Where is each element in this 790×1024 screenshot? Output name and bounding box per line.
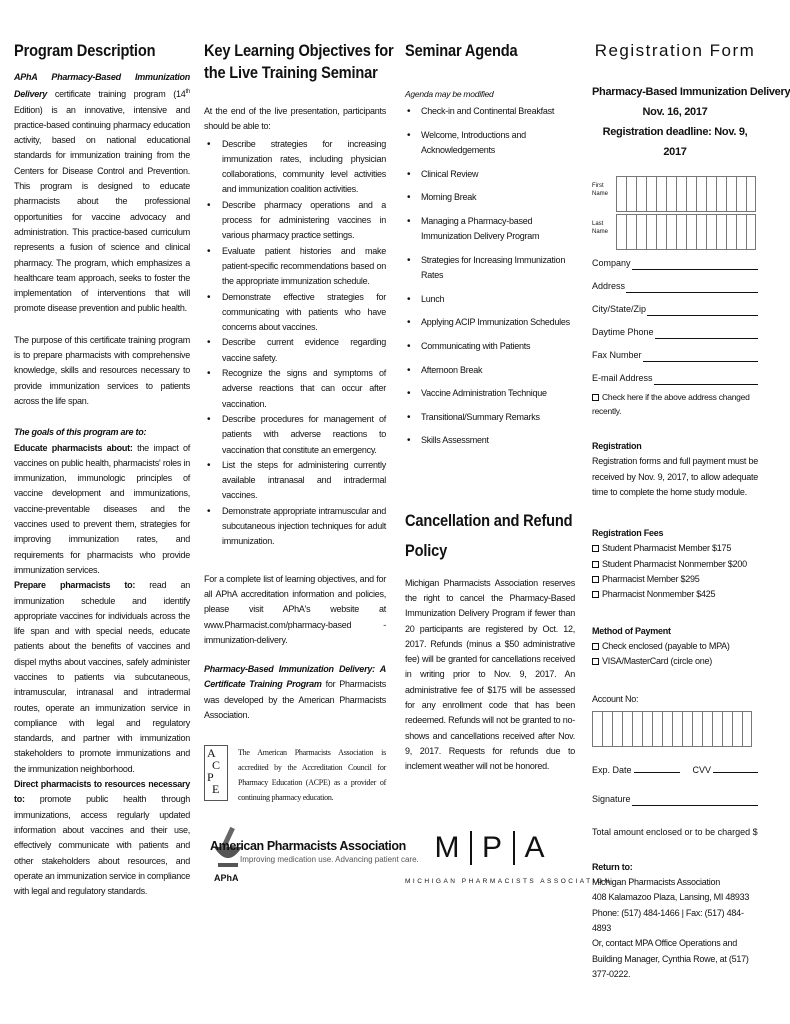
char-box[interactable] — [626, 214, 636, 250]
intro-text-1: certificate training program (14 — [54, 89, 186, 100]
char-box[interactable] — [682, 711, 692, 747]
char-box[interactable] — [686, 214, 696, 250]
char-box[interactable] — [712, 711, 722, 747]
return-line: Phone: (517) 484-1466 | Fax: (517) 484-4893 — [592, 907, 744, 934]
contact-field-label: City/State/Zip — [592, 304, 647, 314]
checkbox-icon[interactable] — [592, 643, 599, 650]
goal-educate-text: the impact of vaccines on public health, pharmacists' roles in immunization, immunologic principles of vaccine development and immunizations, vaccine-preventable diseases and the vaccines used to prevent them, strategies for improving immunization rates, and requirements for pharmacists who provide immunization services. — [14, 442, 190, 575]
objectives-intro: At the end of the live presentation, participants should be able to: — [204, 106, 386, 132]
char-box[interactable] — [622, 711, 632, 747]
agenda-item: • Welcome, Introductions and Acknowledgements — [405, 128, 575, 159]
program-description-title: Program Description — [14, 41, 156, 60]
goal-direct-text: promote public health through immunizations, access regularly updated information about vaccines and their use, effectively communicate with patients and other stakeholders about resources, and operate an immunization service in compliance with legal and regulatory standards. — [14, 794, 190, 897]
char-box[interactable] — [612, 711, 622, 747]
exp-date-label: Exp. Date — [592, 764, 632, 775]
goal-prepare — [14, 578, 190, 777]
signature-field[interactable] — [632, 805, 758, 806]
exp-cvv-row — [592, 759, 758, 782]
agenda-note: Agenda may be modified — [405, 89, 494, 99]
intro-sup: th — [185, 89, 190, 96]
contact-field-row — [592, 344, 758, 367]
char-box[interactable] — [716, 176, 726, 212]
contact-field-row — [592, 298, 758, 321]
goal-direct — [14, 777, 190, 899]
char-box[interactable] — [592, 711, 602, 747]
char-box[interactable] — [676, 176, 686, 212]
account-label: Account No: — [592, 693, 639, 704]
char-box[interactable] — [636, 176, 646, 212]
first-name-boxes[interactable] — [616, 176, 758, 212]
contact-field-input[interactable] — [655, 338, 758, 339]
acpe-letter-c: C — [212, 758, 221, 773]
goal-educate-lead: Educate pharmacists about: — [14, 442, 133, 453]
registration-text: Registration forms and full payment must be received by Nov. 9, 2017, to allow adequate time to complete the home study module. — [592, 456, 758, 497]
apha-abbr: APhA — [214, 873, 239, 884]
contact-field-input[interactable] — [626, 292, 758, 293]
checkbox-icon[interactable] — [592, 576, 599, 583]
char-box[interactable] — [732, 711, 742, 747]
learning-objectives-column — [204, 40, 419, 897]
payment-heading: Method of Payment — [592, 625, 671, 636]
contact-fields — [592, 252, 758, 390]
objective-item: • Evaluate patient histories and make patient-specific recommendations based on the appropriate immunization schedule. — [204, 244, 386, 290]
last-name-boxes[interactable] — [616, 214, 758, 250]
total-label: Total amount enclosed or to be charged $ — [592, 826, 758, 837]
char-box[interactable] — [726, 176, 736, 212]
checkbox-icon[interactable] — [592, 394, 599, 401]
char-box[interactable] — [736, 176, 746, 212]
objectives-title-line2: the Live Training Seminar — [204, 63, 378, 82]
agenda-list — [405, 104, 575, 448]
mpa-divider — [513, 831, 515, 865]
agenda-item: • Transitional/Summary Remarks — [405, 410, 575, 425]
agenda-item: • Lunch — [405, 292, 575, 307]
program-purpose: The purpose of this certificate training program is to prepare pharmacists with comprehensive knowledge, skills and resources necessary to provide immunization services to patients across the life span. — [14, 334, 190, 406]
agenda-item: • Applying ACIP Immunization Schedules — [405, 315, 575, 330]
objectives-title-line1: Key Learning Objectives for — [204, 41, 394, 60]
event-date: Nov. 16, 2017 — [642, 106, 708, 118]
contact-field-input[interactable] — [647, 315, 758, 316]
char-box[interactable] — [642, 711, 652, 747]
char-box[interactable] — [662, 711, 672, 747]
fees-list — [592, 541, 758, 602]
registration-heading: Registration — [592, 441, 642, 451]
char-box[interactable] — [602, 711, 612, 747]
first-name-field[interactable] — [592, 176, 758, 212]
contact-field-input[interactable] — [654, 384, 758, 385]
event-info — [592, 82, 790, 162]
char-box[interactable] — [646, 176, 656, 212]
char-box[interactable] — [616, 214, 626, 250]
contact-field-row — [592, 252, 758, 275]
acpe-block — [204, 745, 386, 805]
checkbox-icon[interactable] — [592, 561, 599, 568]
developed-text: for Pharmacists was developed by the American Pharmacists Association. — [204, 679, 386, 720]
contact-field-row — [592, 275, 758, 298]
last-name-field[interactable] — [592, 214, 758, 250]
acpe-letter-e: E — [212, 782, 220, 797]
char-box[interactable] — [656, 214, 666, 250]
goal-prepare-lead: Prepare pharmacists to: — [14, 580, 136, 591]
return-line: Or, contact MPA Office Operations and Building Manager, Cynthia Rowe, at (517) 377-0222. — [592, 938, 749, 979]
fee-option[interactable] — [592, 541, 758, 556]
first-label-line1: First — [592, 183, 604, 189]
fee-option-label: Pharmacist Nonmember $425 — [602, 589, 716, 600]
char-box[interactable] — [746, 214, 756, 250]
objective-item: • Recognize the signs and symptoms of adverse reactions that can occur after vaccination. — [204, 366, 386, 412]
complete-list-note: For a complete list of learning objectives, and for all APhA accreditation information and policies, please visit APhA's website at www.Pharmacist.com/pharmacy-based -immunization-delivery. — [204, 573, 386, 645]
program-description-column — [14, 40, 190, 899]
last-label-line1: Last — [592, 221, 604, 227]
acpe-text: The American Pharmacists Association is accredited by the Accreditation Council for Pharmacy Education (ACPE) as a provider of continuing pharmacy education. — [238, 748, 386, 803]
char-box[interactable] — [706, 214, 716, 250]
cvv-field[interactable] — [713, 765, 758, 773]
fees-heading: Registration Fees — [592, 528, 664, 539]
fee-option[interactable] — [592, 587, 758, 602]
payment-option[interactable] — [592, 639, 758, 654]
mpa-divider — [470, 831, 472, 865]
contact-field-row — [592, 321, 758, 344]
contact-field-input[interactable] — [643, 361, 758, 362]
return-heading: Return to: — [592, 861, 633, 872]
acpe-letter-p: P — [207, 770, 214, 785]
agenda-item: • Check-in and Continental Breakfast — [405, 104, 575, 119]
contact-field-label: Daytime Phone — [592, 327, 654, 337]
return-line: Michigan Pharmacists Association — [592, 877, 721, 888]
fee-option[interactable] — [592, 572, 758, 587]
mpa-letter-a: A — [524, 831, 546, 865]
apha-name: American Pharmacists Association — [210, 839, 406, 854]
apha-tagline: Improving medication use. Advancing patient care. — [240, 855, 419, 865]
goal-direct-lead: Direct pharmacists to resources necessary to: — [14, 779, 190, 805]
goal-educate — [14, 441, 190, 579]
apha-logo — [204, 825, 419, 897]
char-box[interactable] — [666, 214, 676, 250]
char-box[interactable] — [652, 711, 662, 747]
char-box[interactable] — [696, 214, 706, 250]
checkbox-icon[interactable] — [592, 545, 599, 552]
agenda-item: • Clinical Review — [405, 167, 575, 182]
return-address — [592, 875, 758, 982]
contact-field-row — [592, 367, 758, 390]
fee-option-label: Student Pharmacist Nonmember $200 — [602, 558, 747, 569]
agenda-item: • Managing a Pharmacy-based Immunization Delivery Program — [405, 214, 575, 245]
total-row — [592, 821, 758, 844]
char-box[interactable] — [736, 214, 746, 250]
registration-deadline: Registration deadline: Nov. 9, 2017 — [602, 126, 748, 158]
fee-option-label: Student Pharmacist Member $175 — [602, 543, 732, 554]
char-box[interactable] — [746, 176, 756, 212]
mpa-letter-p: P — [481, 831, 503, 865]
agenda-item: • Strategies for Increasing Immunization Rates — [405, 253, 575, 284]
first-label-line2: Name — [592, 191, 609, 197]
agenda-item: • Afternoon Break — [405, 363, 575, 378]
char-box[interactable] — [692, 711, 702, 747]
mpa-name: MICHIGAN PHARMACISTS ASSOCIATION — [405, 878, 612, 886]
mpa-letters — [405, 830, 575, 866]
checkbox-icon[interactable] — [592, 658, 599, 665]
goals-heading: The goals of this program are to: — [14, 427, 147, 438]
cancellation-title-line1: Cancellation and Refund — [405, 510, 573, 530]
exp-date-field[interactable] — [634, 765, 681, 773]
payment-option-label: VISA/MasterCard (circle one) — [602, 656, 713, 667]
payment-option[interactable] — [592, 654, 758, 669]
fee-option-label: Pharmacist Member $295 — [602, 574, 700, 585]
contact-field-label: Address — [592, 281, 626, 291]
contact-field-input[interactable] — [632, 269, 758, 270]
char-box[interactable] — [726, 214, 736, 250]
char-box[interactable] — [656, 176, 666, 212]
char-box[interactable] — [706, 176, 716, 212]
acpe-logo — [204, 745, 228, 801]
return-line: 408 Kalamazoo Plaza, Lansing, MI 48933 — [592, 892, 750, 903]
char-box[interactable] — [666, 176, 676, 212]
char-box[interactable] — [696, 176, 706, 212]
payment-option-label: Check enclosed (payable to MPA) — [602, 640, 730, 651]
cvv-label: CVV — [692, 764, 711, 775]
cancellation-title-line2: Policy — [405, 540, 448, 560]
agenda-item: • Vaccine Administration Technique — [405, 386, 575, 401]
registration-form-title: Registration Form — [594, 41, 756, 60]
objective-item: • Describe current evidence regarding vaccine safety. — [204, 335, 386, 366]
cancellation-text: Michigan Pharmacists Association reserves the right to cancel the Pharmacy-Based Immunization Delivery Program if fewer than 20 participants are registered by Oct. 12, 2017. Refunds (minus a $50 administrative fee) will be granted for cancellations received in writing prior to Nov. 9, 2017. An administrative fee of $175 will be assessed for any enrollment code that has been redeemed. Refunds will not be granted to no-shows and cancellations received after Nov. 9, 2017. Requests for refunds due to inclement weather will not be honored. — [405, 577, 575, 772]
checkbox-icon[interactable] — [592, 591, 599, 598]
developed-by — [204, 662, 386, 723]
agenda-item: • Morning Break — [405, 190, 575, 205]
char-box[interactable] — [716, 214, 726, 250]
signature-label: Signature — [592, 793, 631, 804]
objective-item: • Demonstrate effective strategies for communicating with patients who have concerns about vaccines. — [204, 290, 386, 336]
objective-item: • Describe strategies for increasing immunization rates, including physician collaborations, community level activities and immunization coalition activities. — [204, 137, 386, 198]
char-box[interactable] — [702, 711, 712, 747]
agenda-item: • Skills Assessment — [405, 433, 575, 448]
objective-item: • Describe procedures for management of patients with adverse reactions to vaccination that constitute an emergency. — [204, 412, 386, 458]
last-name-label — [592, 220, 608, 236]
registration-form-column — [592, 40, 790, 982]
agenda-item: • Communicating with Patients — [405, 339, 575, 354]
objectives-list — [204, 137, 386, 550]
contact-field-label: E-mail Address — [592, 373, 653, 383]
char-box[interactable] — [632, 711, 642, 747]
last-label-line2: Name — [592, 229, 609, 235]
char-box[interactable] — [636, 214, 646, 250]
account-number-boxes[interactable] — [592, 711, 758, 747]
contact-field-label: Fax Number — [592, 350, 642, 360]
objective-item: • List the steps for administering currently available intranasal and intradermal vaccines. — [204, 458, 386, 504]
intro-lead: APhA Pharmacy-Based Immunization Delivery — [14, 72, 190, 100]
fee-option[interactable] — [592, 557, 758, 572]
char-box[interactable] — [672, 711, 682, 747]
signature-row — [592, 788, 758, 811]
char-box[interactable] — [646, 214, 656, 250]
mpa-letter-m: M — [434, 831, 461, 865]
goal-prepare-text: read an immunization schedule and identify appropriate vaccines for individuals across the life span and with special needs, educate patients about the benefits of vaccines and dispel myths about vaccines, safely administer vaccines to patients via subcutaneous, intramuscular, intranasal and intradermal routes, operate an immunization service in compliance with legal and regulatory standards, and partner with immunization stakeholders to promote immunizations and the immunization neighborhood. — [14, 580, 190, 774]
mpa-logo — [405, 830, 612, 900]
char-box[interactable] — [742, 711, 752, 747]
char-box[interactable] — [676, 214, 686, 250]
payment-list — [592, 639, 758, 670]
program-intro — [14, 70, 190, 317]
intro-text-2: Edition) is an innovative, intensive and practice-based continuing pharmacy education activity, based on national educational standards for immunization training from the Centers for Disease Control and Prevention. This program is designed to educate pharmacists about the professional opportunities for vaccine advocacy and administration. This practice-based curriculum represents a fusion of science and clinical pharmacy. The program, which emphasizes a healthcare team approach, seeks to foster the implementation of interventions that will promote disease prevention and public health. — [14, 104, 190, 314]
acpe-letter-a: A — [207, 746, 216, 761]
objective-item: • Demonstrate appropriate intramuscular and subcutaneous injection techniques for adult immunization. — [204, 504, 386, 550]
char-box[interactable] — [686, 176, 696, 212]
agenda-title: Seminar Agenda — [405, 41, 518, 60]
address-changed-checkbox[interactable] — [592, 390, 758, 418]
event-name: Pharmacy-Based Immunization Delivery — [592, 86, 790, 98]
char-box[interactable] — [722, 711, 732, 747]
char-box[interactable] — [616, 176, 626, 212]
developed-lead: Pharmacy-Based Immunization Delivery: A Certificate Training Program — [204, 664, 386, 690]
address-changed-label: Check here if the above address changed recently. — [592, 392, 750, 416]
objective-item: • Describe pharmacy operations and a process for administering vaccines in various pharmacy practice settings. — [204, 198, 386, 244]
contact-field-label: Company — [592, 258, 631, 268]
char-box[interactable] — [626, 176, 636, 212]
first-name-label — [592, 182, 608, 198]
